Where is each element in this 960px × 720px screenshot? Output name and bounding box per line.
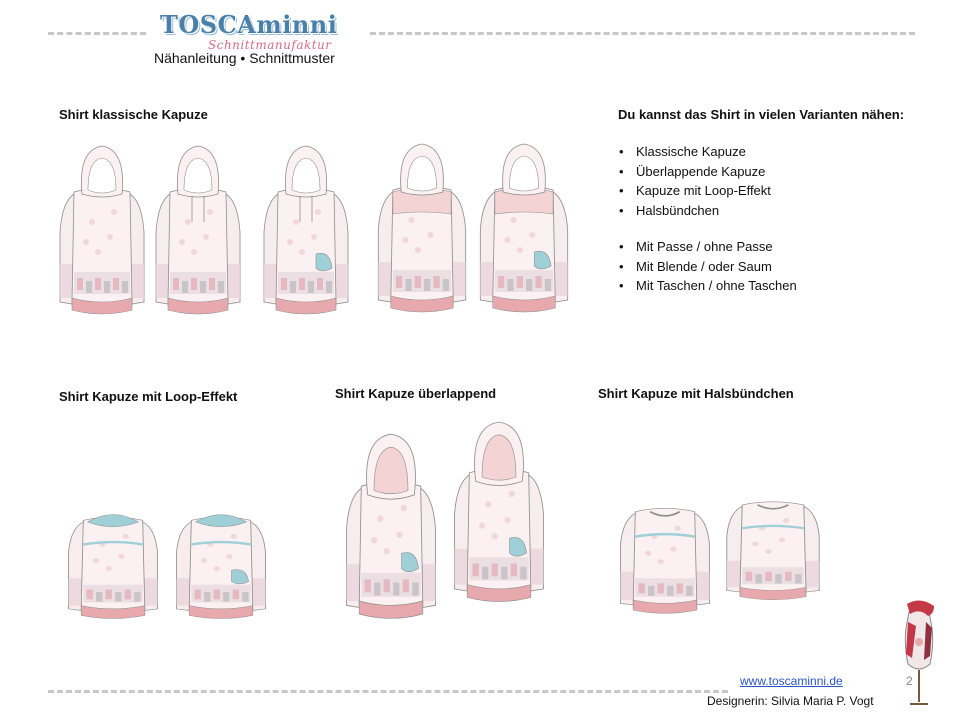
footer-divider bbox=[48, 690, 728, 693]
list-item: • Mit Taschen / ohne Taschen bbox=[618, 276, 797, 296]
heading-klassische-kapuze: Shirt klassische Kapuze bbox=[59, 107, 208, 122]
header-divider-right bbox=[370, 32, 915, 35]
shirt-illustration-classic-plain bbox=[52, 142, 152, 322]
list-item: • Überlappende Kapuze bbox=[618, 162, 771, 182]
heading-halsbuendchen: Shirt Kapuze mit Halsbündchen bbox=[598, 386, 794, 401]
document-subtitle: Nähanleitung • Schnittmuster bbox=[154, 50, 335, 66]
list-item: • Mit Blende / oder Saum bbox=[618, 257, 797, 277]
heading-loop-effekt: Shirt Kapuze mit Loop-Effekt bbox=[59, 389, 238, 404]
logo-wordmark: TOSCAminni bbox=[160, 10, 338, 39]
header-divider-left bbox=[48, 32, 146, 35]
heading-ueberlappend: Shirt Kapuze überlappend bbox=[335, 386, 497, 401]
website-link[interactable]: www.toscaminni.de bbox=[740, 674, 843, 688]
shirt-illustration-loop-pocket bbox=[168, 480, 274, 625]
shirt-illustration-loop bbox=[60, 480, 166, 625]
shirt-illustration-neckband bbox=[612, 470, 718, 620]
list-item: • Mit Passe / ohne Passe bbox=[618, 237, 797, 257]
list-item: • Halsbündchen bbox=[618, 201, 771, 221]
logo-tagline: Schnittmanufaktur bbox=[208, 38, 332, 52]
shirt-illustration-overlap bbox=[338, 432, 444, 627]
variants-list-details bbox=[618, 237, 797, 296]
brand-logo bbox=[150, 8, 380, 72]
shirt-illustration-overlap-pocket bbox=[446, 420, 552, 610]
page-number: 2 bbox=[906, 674, 913, 688]
shirt-illustration-classic-yoke bbox=[370, 140, 474, 320]
shirt-illustration-neckband-2 bbox=[718, 466, 828, 606]
variants-list-hood bbox=[618, 142, 771, 220]
shirt-illustration-classic-drawstring bbox=[148, 142, 248, 322]
mannequin-icon bbox=[894, 598, 944, 708]
designer-credit: Designerin: Silvia Maria P. Vogt bbox=[707, 694, 874, 708]
variants-intro: Du kannst das Shirt in vielen Varianten nähen: bbox=[618, 107, 905, 122]
shirt-illustration-classic-yoke-pocket bbox=[472, 140, 576, 320]
shirt-illustration-classic-pocket bbox=[256, 142, 356, 322]
list-item: • Klassische Kapuze bbox=[618, 142, 771, 162]
list-item: • Kapuze mit Loop-Effekt bbox=[618, 181, 771, 201]
